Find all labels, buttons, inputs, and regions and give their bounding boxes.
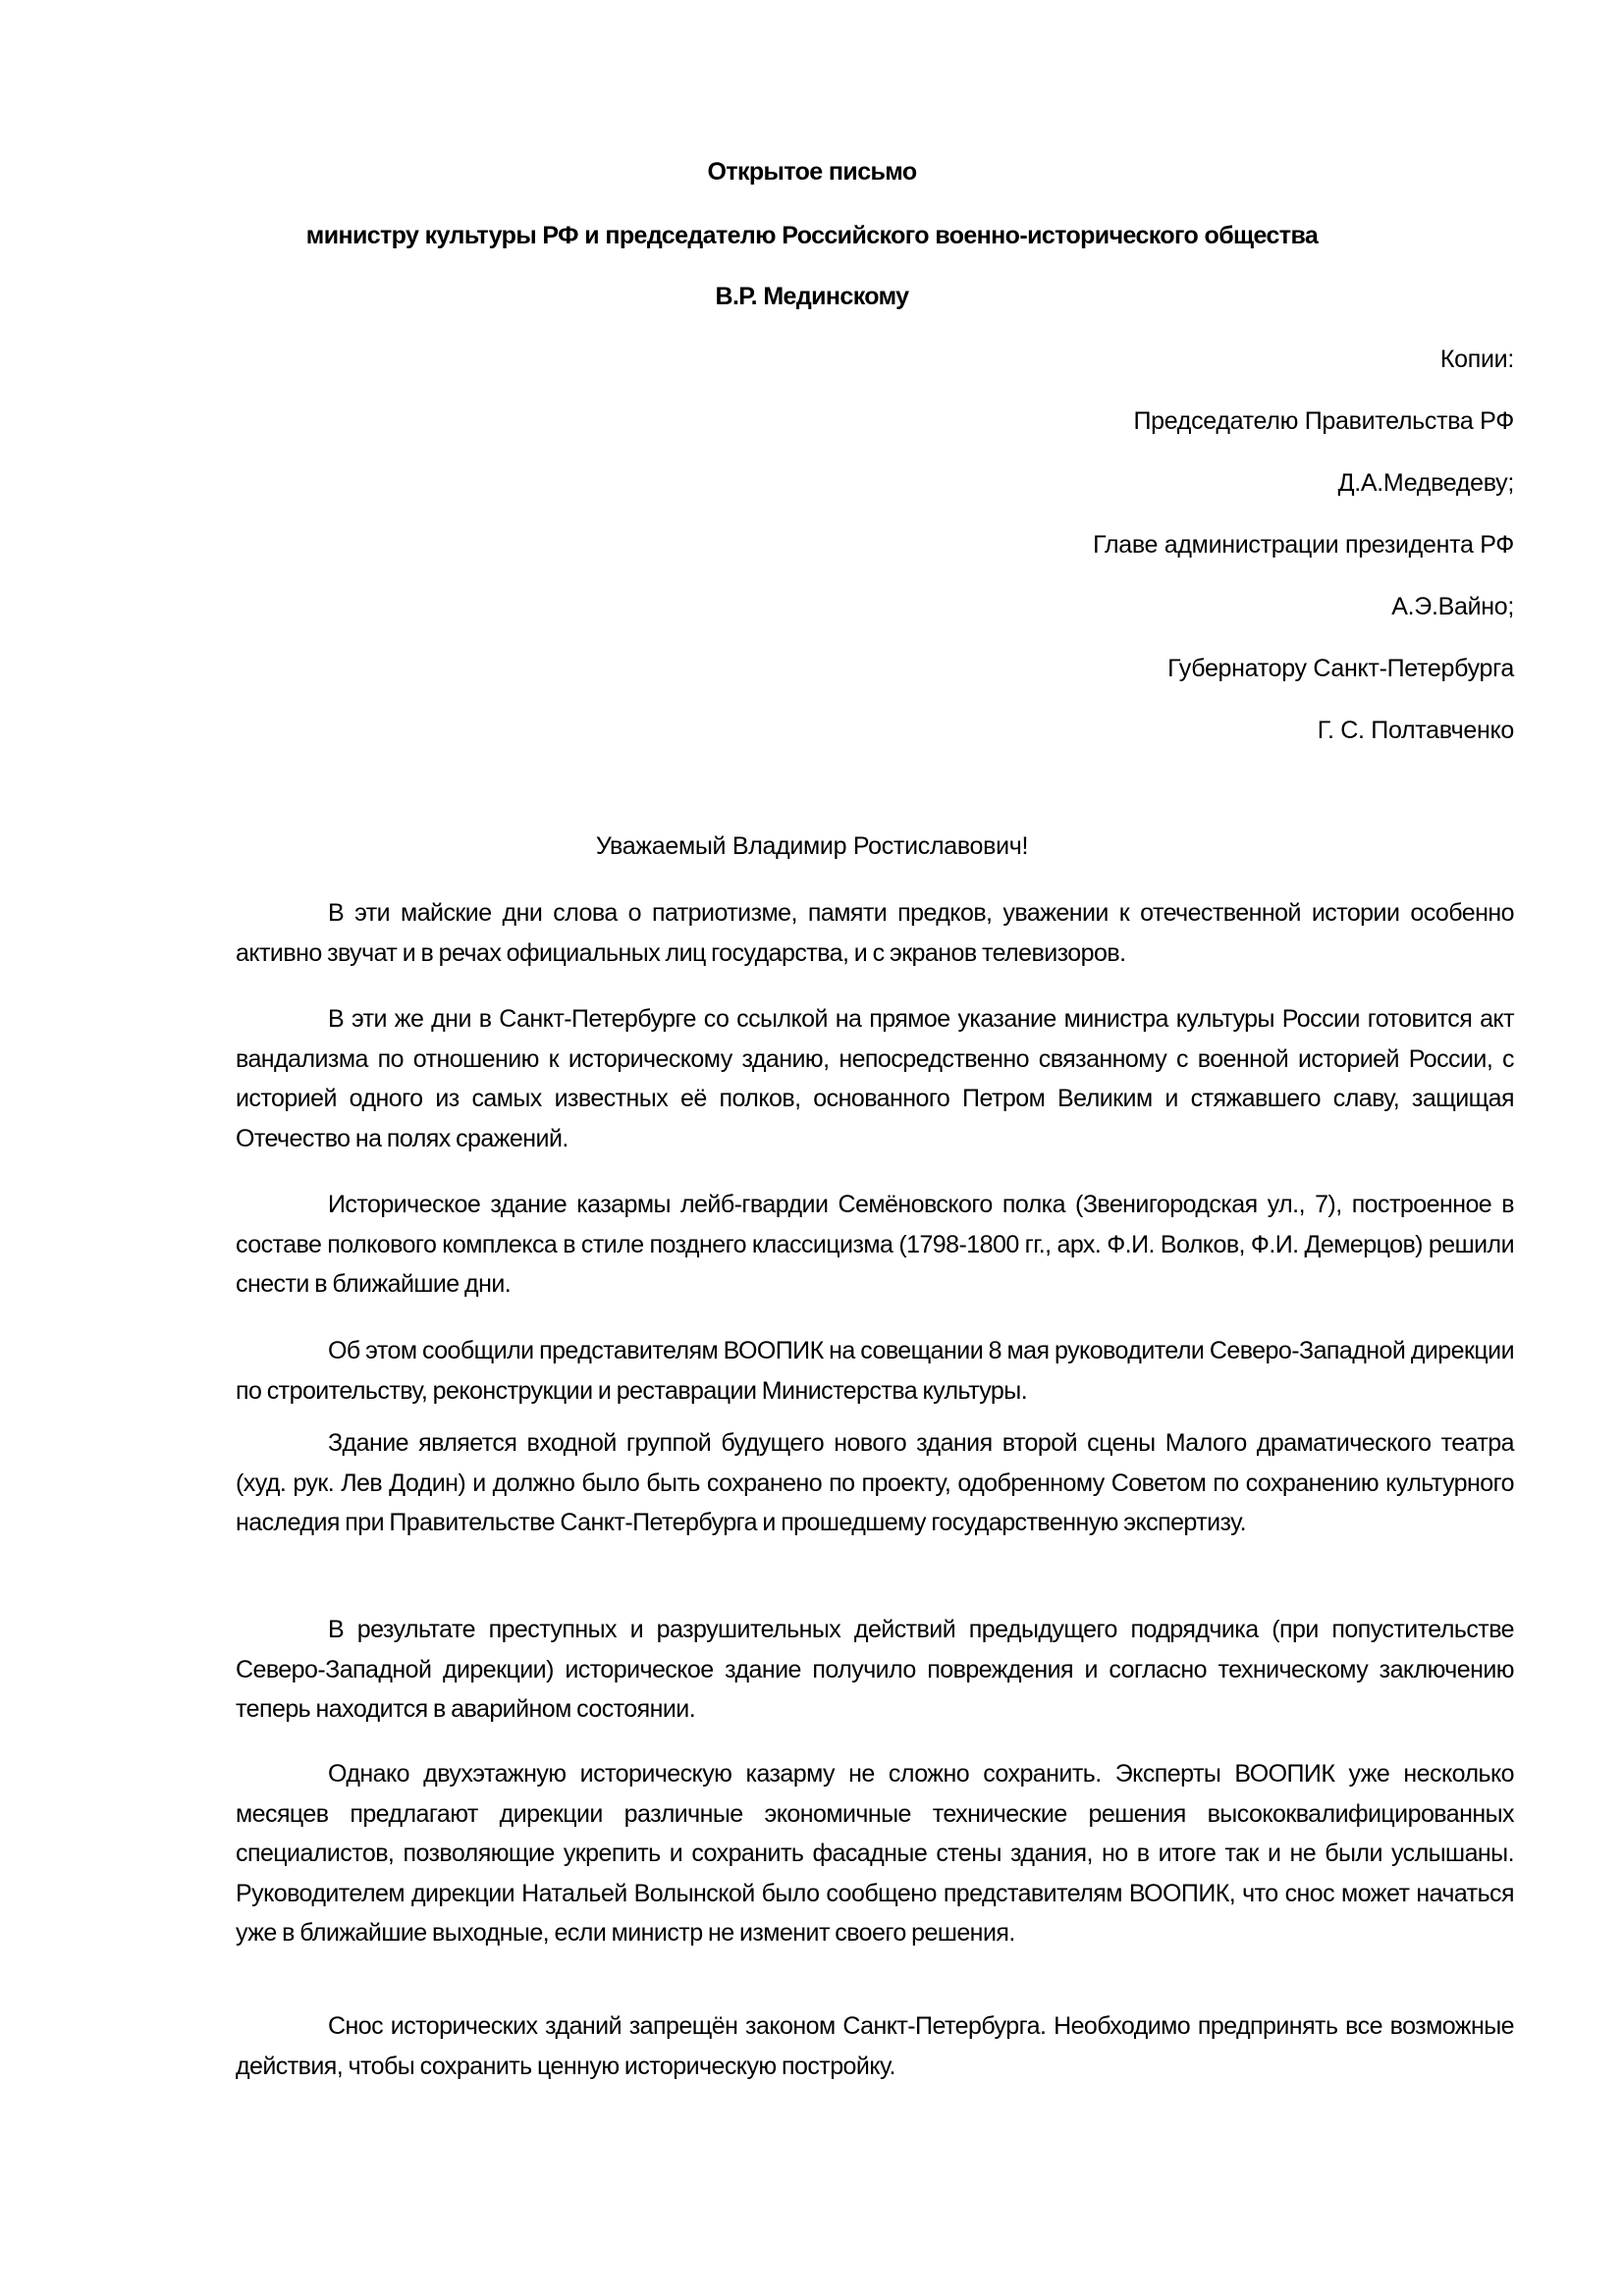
body-paragraph: Здание является входной группой будущего нового здания второй сцены Малого драматического театра (худ. рук. Лев Додин) и должно было быть сохранено по проекту, одобренному Советом по сохранению культурного наследия при Правительстве Санкт-Петербурга и прошедшему государственную экспертизу. <box>236 1429 1514 1536</box>
copy-recipient-name: Д.А.Медведеву; <box>1337 469 1514 497</box>
body-paragraph: В результате преступных и разрушительных действий предыдущего подрядчика (при попустительстве Северо-Западной дирекции) историческое здание получило повреждения и согласно техническому заключению теперь находится в аварийном состоянии. <box>236 1616 1514 1723</box>
body-paragraph: Историческое здание казармы лейб-гвардии Семёновского полка (Звенигородская ул., 7), построенное в составе полкового комплекса в стиле позднего классицизма (1798-1800 гг., арх. Ф.И. Волков, Ф.И. Демерцов) решили снести в ближайшие дни. <box>236 1191 1514 1298</box>
copy-recipient-name: Г. С. Полтавченко <box>1317 717 1514 744</box>
body-paragraph: В эти же дни в Санкт-Петербурге со ссылкой на прямое указание министра культуры России готовится акт вандализма по отношению к историческому зданию, непосредственно связанному с военной историей России, с историей одного из самых известных её полков, основанного Петром Великим и стяжавшего славу, защищая Отечество на полях сражений. <box>236 1005 1514 1152</box>
copies-heading: Копии: <box>1439 346 1514 373</box>
copies-list <box>630 344 1514 776</box>
copy-recipient-title: Губернатору Санкт-Петербурга <box>1167 655 1514 682</box>
salutation: Уважаемый Владимир Ростиславович! <box>595 832 1029 860</box>
body-paragraph: Об этом сообщили представителям ВООПИК на совещании 8 мая руководители Северо-Западной дирекции по строительству, реконструкции и реставрации Министерства культуры. <box>236 1337 1514 1405</box>
addressee-name: В.Р. Мединскому <box>715 283 909 310</box>
copy-recipient-name: А.Э.Вайно; <box>1391 593 1514 620</box>
copy-recipient-title: Председателю Правительства РФ <box>1133 407 1514 435</box>
letter-title: Открытое письмо <box>707 158 917 186</box>
copy-recipient-title: Главе администрации президента РФ <box>1093 531 1514 559</box>
body-paragraph: Снос исторических зданий запрещён законом Санкт-Петербурга. Необходимо предпринять все возможные действия, чтобы сохранить ценную историческую постройку. <box>236 2012 1514 2080</box>
body-paragraph: Однако двухэтажную историческую казарму не сложно сохранить. Эксперты ВООПИК уже несколько месяцев предлагают дирекции различные экономичные технические решения высококвалифицированных специалистов, позволяющие укрепить и сохранить фасадные стены здания, но в итоге так и не были услышаны. Руководителем дирекции Натальей Волынской было сообщено представителям ВООПИК, что снос может начаться уже в ближайшие выходные, если министр не изменит своего решения. <box>236 1760 1514 1947</box>
addressee-line: министру культуры РФ и председателю Российского военно-исторического общества <box>305 222 1319 249</box>
body-paragraph: В эти майские дни слова о патриотизме, памяти предков, уважении к отечественной истории особенно активно звучат и в речах официальных лиц государства, и с экранов телевизоров. <box>236 899 1514 967</box>
